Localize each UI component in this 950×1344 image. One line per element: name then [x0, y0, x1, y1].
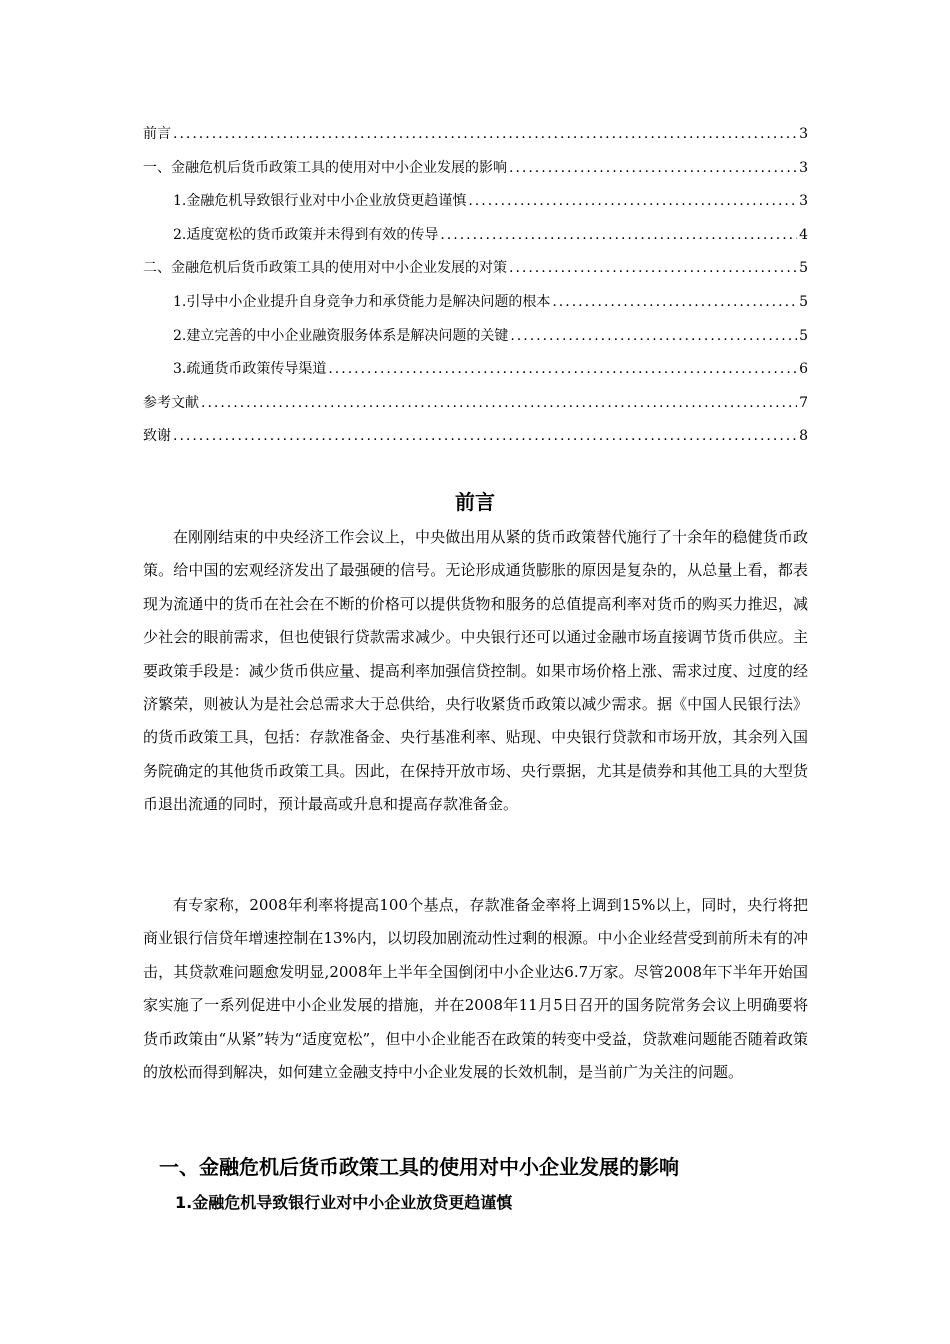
toc-entry[interactable] [143, 393, 808, 427]
toc-entry[interactable] [143, 426, 808, 460]
preface-paragraph: 有专家称，2008年利率将提高100个基点，存款准备金率将上调到15%以上，同时，央行将把商业银行信贷年增速控制在13%内，以切段加剧流动性过剩的根源。中小企业经营受到前所未有的冲击，其贷款难问题愈发明显,2008年上半年全国倒闭中小企业达6.7万家。尽管2008年下半年开始国家实施了一系列促进中小企业发展的措施，并在2008年11月5日召开的国务院常务会议上明确要将货币政策由“从紧”转为“适度宽松”，但中小企业能否在政策的转变中受益，贷款难问题能否随着政策的放松而得到解决，如何建立金融支持中小企业发展的长效机制，是当前广为关注的问题。 [143, 896, 808, 1082]
toc-leader-dots [173, 426, 797, 446]
toc-entry[interactable] [143, 124, 808, 158]
toc-page-number: 7 [799, 394, 808, 411]
toc-entry-title: 二、金融危机后货币政策工具的使用对中小企业发展的对策 [143, 260, 507, 277]
preface-paragraph: 在刚刚结束的中央经济工作会议上，中央做出用从紧的货币政策替代施行了十余年的稳健货币政策。给中国的宏观经济发出了最强硬的信号。无论形成通货膨胀的原因是复杂的，从总量上看，都表现为流通中的货币在社会在不断的价格可以提供货物和服务的总值提高利率对货币的购买力推迟，减少社会的眼前需求，但也使银行贷款需求减少。中央银行还可以通过金融市场直接调节货币供应。主要政策手段是：减少货币供应量、提高利率加强信贷控制。如果市场价格上涨、需求过度、过度的经济繁荣，则被认为是社会总需求大于总供给，央行收紧货币政策以减少需求。据《中国人民银行法》的货币政策工具，包括：存款准备金、央行基准利率、贴现、中央银行贷款和市场开放，其余列入国务院确定的其他货币政策工具。因此，在保持开放市场、央行票据，尤其是债券和其他工具的大型货币退出流通的同时，预计最高或升息和提高存款准备金。 [143, 528, 808, 814]
toc-entry-title: 2.适度宽松的货币政策并未得到有效的传导 [173, 226, 439, 243]
toc-entry-title: 2.建立完善的中小企业融资服务体系是解决问题的关键 [173, 327, 509, 344]
toc-page-number: 3 [799, 193, 808, 210]
toc-entry-title: 1.金融危机导致银行业对中小企业放贷更趋谨慎 [173, 193, 467, 210]
toc-leader-dots [468, 191, 797, 211]
toc-page-number: 5 [799, 327, 808, 344]
toc-leader-dots [201, 393, 797, 413]
toc-page-number: 3 [799, 159, 808, 176]
toc-entry-title: 1.引导中小企业提升自身竞争力和承贷能力是解决问题的根本 [173, 293, 551, 310]
toc-entry[interactable] [143, 258, 808, 292]
section-heading: 一、金融危机后货币政策工具的使用对中小企业发展的影响 [159, 1155, 679, 1179]
toc-page-number: 3 [799, 126, 808, 142]
toc-page-number: 5 [799, 293, 808, 310]
toc-leader-dots [510, 326, 797, 346]
toc-entry[interactable] [143, 158, 808, 192]
table-of-contents [143, 124, 808, 460]
toc-entry-title: 3.疏通货币政策传导渠道 [173, 361, 327, 378]
toc-page-number: 4 [799, 226, 808, 243]
toc-leader-dots [509, 258, 797, 278]
toc-page-number: 6 [799, 361, 808, 378]
toc-leader-dots [509, 158, 797, 178]
toc-entry[interactable] [143, 191, 808, 225]
toc-leader-dots [173, 124, 797, 144]
toc-page-number: 5 [799, 260, 808, 277]
toc-page-number: 8 [799, 428, 808, 445]
toc-entry[interactable] [143, 225, 808, 259]
toc-entry[interactable] [143, 326, 808, 360]
toc-entry-title: 致谢 [143, 428, 171, 445]
toc-entry-title: 参考文献 [143, 394, 199, 411]
toc-entry[interactable] [143, 292, 808, 326]
toc-leader-dots [440, 225, 797, 245]
toc-entry-title: 前言 [143, 126, 171, 142]
preface-title: 前言 [455, 490, 495, 514]
toc-entry-title: 一、金融危机后货币政策工具的使用对中小企业发展的影响 [143, 159, 507, 176]
toc-leader-dots [328, 359, 797, 379]
subsection-heading: 1.金融危机导致银行业对中小企业放贷更趋谨慎 [175, 1193, 513, 1212]
toc-entry[interactable] [143, 359, 808, 393]
toc-leader-dots [552, 292, 797, 312]
